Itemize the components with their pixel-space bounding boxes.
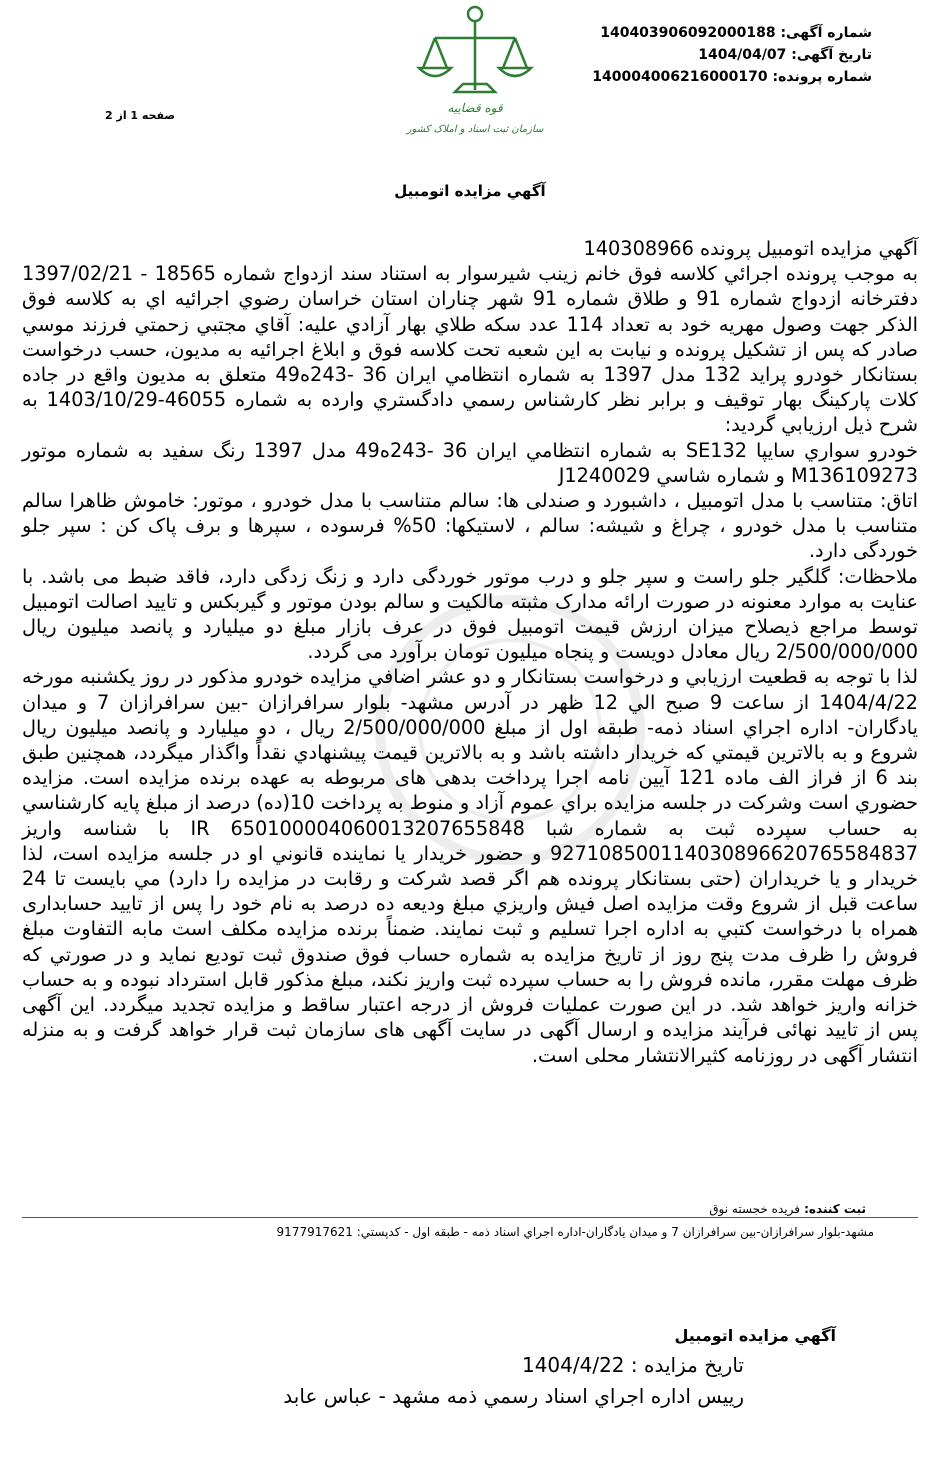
ad-number: 14040390609200018‌8 [600,25,776,41]
ad-date-row [592,44,872,66]
body-paragraph-intro: به موجب پرونده اجرائي كلاسه فوق خانم زينب شيرسوار به استناد سند ازدواج شماره 18565 - 1397/02/21 دفترخانه ازدواج شماره 91 و طلاق شماره 91 شهر چناران استان خراسان رضوي اجرائيه اي به كلاسه فوق الذكر جهت وصول مهريه خود به تعداد 114 عدد سكه طلاي بهار آزادي عليه: آقاي مجتبي زحمتي فرزند موسي صادر كه پس از تشكيل پرونده و نيابت به اين شعبه تحت كلاسه فوق و ابلاغ اجرائيه به مديون، حسب درخواست بستانكار خودرو پرايد 132 مدل 1397 به شماره انتظامي ايران 36 -243ه49 متعلق به مديون واقع در جاده كلات پاركينگ بهار توقيف و برابر نظر كارشناس رسمي دادگستري وارده به شماره 46055-1403/10/29 به شرح ذيل ارزيابي گرديد: [22,262,919,437]
emblem-caption-2: سازمان ثبت اسناد و املاک کشور [406,124,544,135]
auction-date: تاريخ مزايده : 1404/4/22 [521,1353,744,1377]
ad-number-row [592,22,872,44]
page-title: آگهي مزايده اتومبيل [394,182,546,200]
signer: ريیس اداره اجراي اسناد رسمي ذمه مشهد - عباس عابد [283,1384,744,1408]
announcement-body [22,236,918,1068]
registrar [709,1202,866,1216]
ad-date: 1404/04/07 [698,47,787,63]
divider [22,1217,918,1218]
office-address: مشهد-بلوار سرافرازان-بين سرافرازان 7 و ميدان يادگاران-اداره اجراي اسناد ذمه - طبقه اول - كدپستي: 9177917621 [276,1225,874,1239]
scales-icon [419,7,531,92]
judiciary-emblem [395,0,555,150]
emblem-caption-1: قوه قضاییه [447,101,503,115]
ad-metadata [592,22,872,88]
registrar-name: فريده خجسته نوق [709,1202,800,1216]
body-paragraph-vehicle: خودرو سواري سايپا SE132 به شماره انتظامي ايران 36 -243ه49 مدل 1397 رنگ سفيد به شماره موتور M136109273 و شماره شاسي J1240029 [22,438,918,487]
registrar-label: ثبت كننده: [804,1202,866,1216]
case-number: 14000400621600017‌0 [592,69,768,85]
signature-title: آگهي مزايده اتومبيل [674,1326,836,1345]
case-number-label: شماره پرونده: [772,69,872,85]
body-paragraph-heading: آگهي مزايده اتومبيل پرونده 140308966 [583,237,918,260]
case-number-row [592,66,872,88]
body-paragraph-auction-terms: لذا با توجه به قطعيت ارزيابي و درخواست بستانكار و دو عشر اضافي مزايده خودرو مذكور در روز يكشنبه مورخه 1404/4/22 از ساعت 9 صبح الي 12 ظهر در آدرس مشهد- بلوار سرافرازان -بين سرافرازان 7 و ميدان يادگاران- اداره اجراي اسناد ذمه- طبقه اول از مبلغ 2/500/000/000 ريال ، دو ميليارد و پانصد ميليون ريال شروع و به بالاترين قيمتي كه خريدار داشته باشد و به بالاترين قيمت پيشنهادي نقداً واگذار ميگردد، همچنين طبق بند 6 از فراز الف ماده 121 آيين نامه اجرا پرداخت بدهی های مربوطه به عهده برنده مزايده است. مزايده حضوري است وشركت در جلسه مزايده براي عموم آزاد و منوط به پرداخت 10(ده) درصد از مبلغ پايه كارشناسي به حساب سپرده ثبت به شماره شبا IR 650100004060013207655848 با شناسه واريز 927108500114030896620765584837 و حضور خريدار يا نماينده قانوني او در جلسه مزايده است، لذا خريدار و يا خريداران (حتی بستانكار پرونده هم اگر قصد شركت و رقابت در مزايده را دارد) مي بايست تا 24 ساعت قبل از شروع وقت مزايده اصل فيش واريزي مبلغ وديعه ده درصد به نام خود را پس از تاييد حسابداری همراه با درخواست كتبي به اداره اجرا تسليم و ثبت نمايند. ضمناً برنده مزايده مكلف است مابه التفاوت مبلغ فروش را ظرف مدت پنج روز از تاريخ مزايده به شماره حساب فوق صندوق ثبت توديع نمايد و در صورتي كه ظرف مهلت مقرر، مانده فروش را به حساب سپرده ثبت واريز نكند، مبلغ مذكور قابل استرداد نبوده و به حساب خزانه واريز خواهد شد. در اين صورت عمليات فروش از درجه اعتبار ساقط و مزايده تجديد ميگردد. اين آگهی پس از تایید نهائی فرآیند مزایده و ارسال آگهی در سایت آگهی های سازمان ثبت قرار خواهد گرفت و به منزله انتشار آگهی در روزنامه کثیرالانتشار محلی است. [22,665,919,1067]
body-paragraph-notes: ملاحظات: گلگیر جلو راست و سپر جلو و درب موتور خوردگی دارد و زنگ زدگی دارد، فاقد ضبط می باشد. با عنایت به موارد معنونه در صورت ارائه مدارک مثبته مالکیت و سالم بودن موتور و گیربکس و تایید اصالت اتومبیل توسط مراجع ذیصلاح میزان ارزش قیمت اتومبیل فوق در عرف بازار مبلغ دو میلیارد و پانصد میلیون ریال 2/500/000/000 ریال معادل دویست و پنجاه میلیون تومان برآورد می گردد. [22,564,918,664]
ad-date-label: تاریخ آگهی: [791,47,872,63]
page-info: صفحه 1 از 2 [105,109,176,122]
ad-number-label: شماره آگهی: [780,25,872,41]
body-paragraph-condition: اتاق: متناسب با مدل اتومبیل ، داشبورد و صندلی ها: سالم متناسب با مدل خودرو ، موتور: خاموش ظاهرا سالم متناسب با مدل خودرو ، چراغ و شیشه: سالم ، لاستیکها: 50% فرسوده ، سپرها و برف پاک کن : سپر جلو خوردگی دارد. [22,489,919,563]
